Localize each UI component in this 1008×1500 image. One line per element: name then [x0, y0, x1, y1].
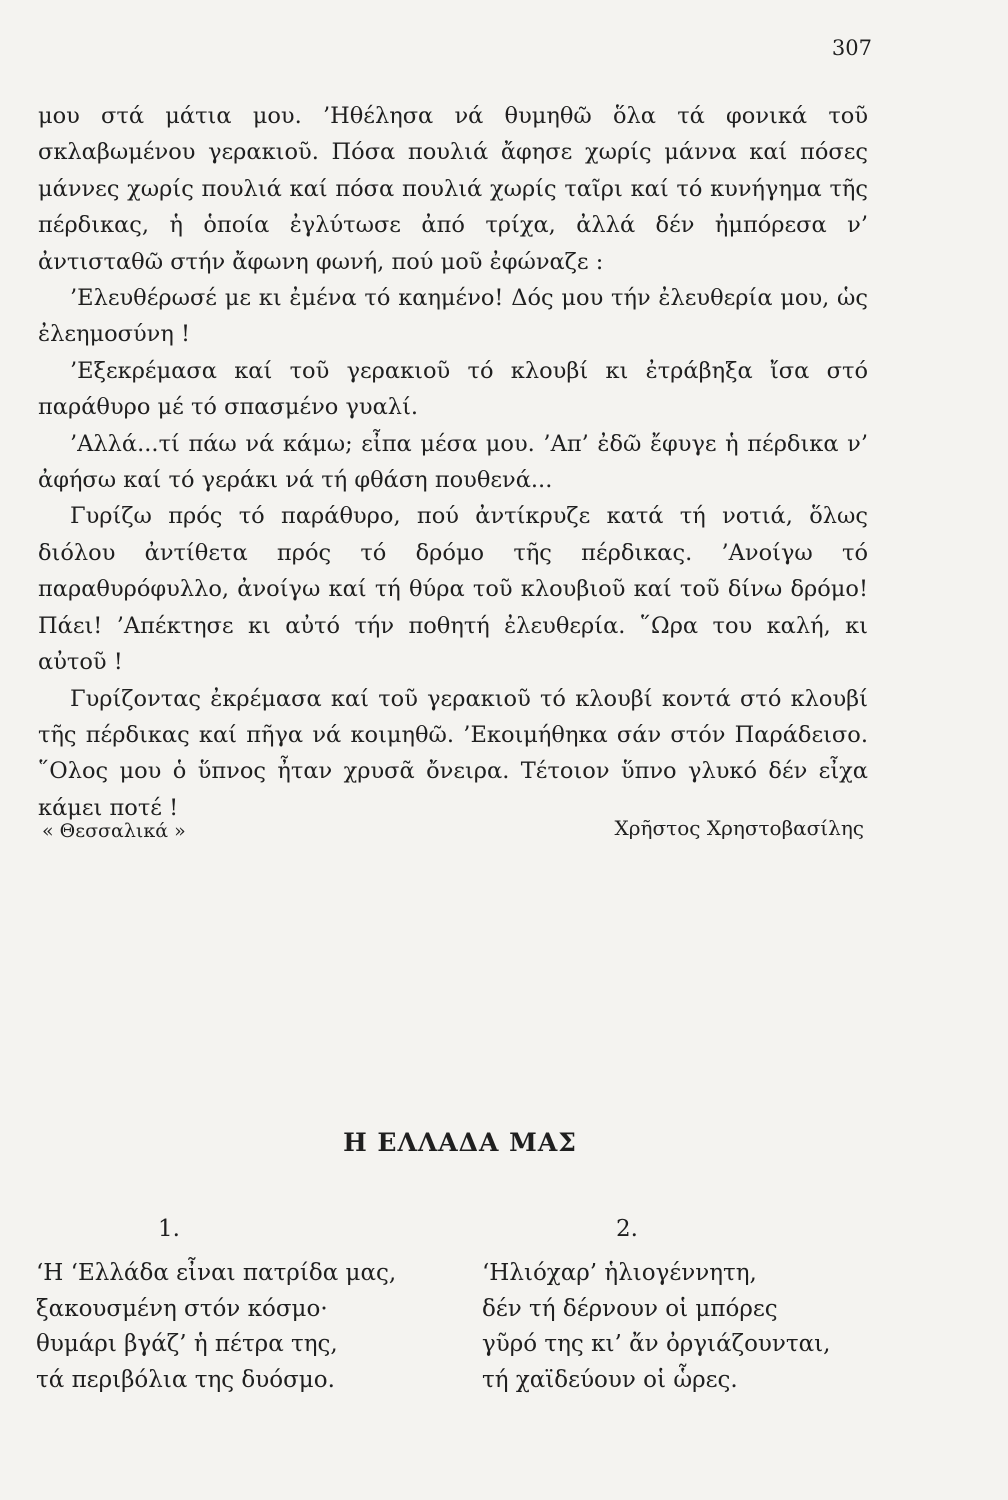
prose-paragraph: μου στά μάτια μου. ’Ηθέλησα νά θυμηθῶ ὅλα τά φονικά τοῦ σκλαβωμένου γερακιοῦ. Πόσα πουλιά ἄφησε χωρίς μάννα καί πόσες μάννες χωρίς πουλιά καί πόσα πουλιά χωρίς ταῖρι καί τό κυνήγημα τῆς πέρδικας, ἡ ὁποία ἐγλύτωσε ἀπό τρίχα, ἀλλά δέν ἠμπόρεσα ν’ ἀντισταθῶ στήν ἄφωνη φωνή, πού μοῦ ἐφώναζε : — [38, 103, 868, 275]
attribution — [38, 816, 868, 850]
poem-line: γῦρό της κι’ ἄν ὀργιάζουνται, — [482, 1331, 831, 1357]
prose-paragraph: ’Ελευθέρωσέ με κι ἐμένα τό καημένο! Δός μου τήν ἐλευθερία μου, ὡς ἐλεημοσύνη ! — [38, 285, 868, 348]
prose-paragraph: ’Αλλά...τί πάω νά κάμω; εἶπα μέσα μου. ’Απ’ ἐδῶ ἔφυγε ἡ πέρδικα ν’ ἀφήσω καί τό γεράκι νά τή φθάση πουθενά... — [38, 430, 868, 494]
prose-paragraph: Γυρίζοντας ἐκρέμασα καί τοῦ γερακιοῦ τό κλουβί κοντά στό κλουβί τῆς πέρδικας καί πῆγα νά κοιμηθῶ. ’Εκοιμήθηκα σάν στόν Παράδεισο. ῞Ολος μου ὁ ὕπνος ἦταν χρυσᾶ ὄνειρα. Τέτοιον ὕπνο γλυκό δέν εἶχα κάμει ποτέ ! — [38, 685, 868, 821]
poem-line: τή χαϊδεύουν οἱ ὧρες. — [482, 1366, 738, 1393]
poem-line: ‘Η ‘Ελλάδα εἶναι πατρίδα μας, — [36, 1260, 397, 1286]
poem-line: τά περιβόλια της δυόσμο. — [36, 1366, 335, 1393]
poem-title: Η ΕΛΛΑΔΑ ΜΑΣ — [343, 1128, 577, 1157]
poem-line: ξακουσμένη στόν κόσμο· — [36, 1295, 328, 1322]
page-number: 307 — [831, 36, 872, 60]
poem-line: ‘Ηλιόχαρ’ ἡλιογέννητη, — [482, 1260, 757, 1286]
author-name: Χρῆστος Χρηστοβασίλης — [614, 816, 864, 840]
poem-line: δέν τή δέρνουν οἱ μπόρες — [482, 1295, 778, 1322]
prose-paragraph: Γυρίζω πρός τό παράθυρο, πού ἀντίκρυζε κατά τή νοτιά, ὅλως διόλου ἀντίθετα πρός τό δρόμο τῆς πέρδικας. ’Ανοίγω τό παραθυρόφυλλο, ἀνοίγω καί τή θύρα τοῦ κλουβιοῦ καί τοῦ δίνω δρόμο! Πάει! ’Απέκτησε κι αὐτό τήν ποθητή ἐλευθερία. ῞Ωρα του καλή, κι αὐτοῦ ! — [38, 503, 868, 676]
poem-line: θυμάρι βγάζ’ ἡ πέτρα της, — [36, 1331, 338, 1357]
prose-paragraph: ’Εξεκρέμασα καί τοῦ γερακιοῦ τό κλουβί κι ἐτράβηξα ἴσα στό παράθυρο μέ τό σπασμένο γυαλί. — [38, 357, 868, 421]
stanza-number: 2. — [616, 1216, 638, 1242]
prose-text — [38, 98, 868, 826]
source-title: « Θεσσαλικά » — [42, 820, 186, 842]
stanza-number: 1. — [158, 1216, 180, 1242]
